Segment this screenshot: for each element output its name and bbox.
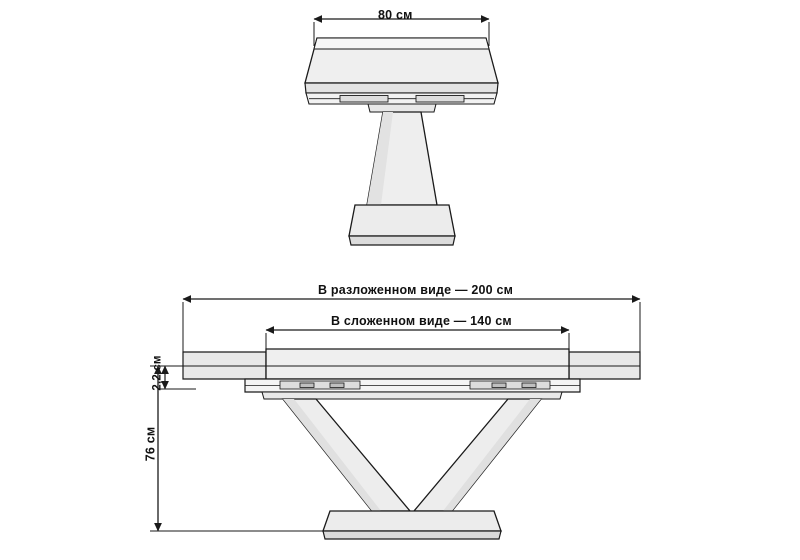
front-view-base-plate	[323, 511, 501, 531]
front-view-base-edge	[323, 531, 501, 539]
front-view-apron	[262, 392, 562, 399]
top-view-tabletop-edge	[305, 83, 498, 93]
top-view-column-cap	[368, 104, 436, 112]
top-view-group	[305, 19, 498, 245]
top-view-tabletop-highlight	[314, 38, 489, 49]
front-view-tabletop	[266, 349, 569, 379]
unfolded-length-label: В разложенном виде — 200 см	[318, 283, 514, 297]
front-view-leg-right-shade	[443, 399, 541, 511]
front-view-leg-left-shade	[283, 399, 381, 511]
thickness-label: 2,2 см	[151, 355, 164, 391]
top-view-base-edge	[349, 236, 455, 245]
height-label: 76 см	[143, 426, 158, 462]
top-width-label: 80 см	[378, 8, 413, 22]
front-view-group	[150, 299, 640, 539]
top-view-base-plate	[349, 205, 455, 236]
folded-length-label: В сложенном виде — 140 см	[331, 314, 512, 328]
